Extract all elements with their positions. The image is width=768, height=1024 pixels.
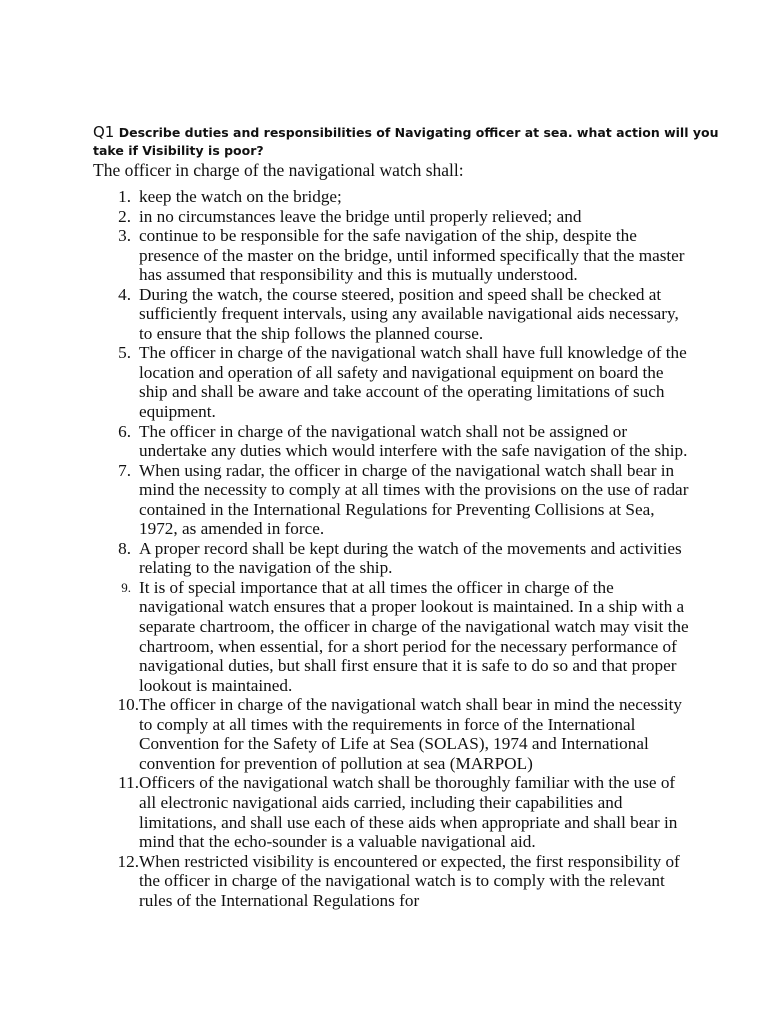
list-item <box>93 187 693 207</box>
list-item <box>93 343 693 421</box>
list-item <box>93 207 693 227</box>
item-number: 3. <box>118 226 131 246</box>
item-text: When restricted visibility is encountered or expected, the first responsibility of the officer in charge of the navigational watch is to comply with the relevant rules of the International Regulations for <box>139 851 680 910</box>
item-number: 5. <box>118 343 131 363</box>
item-number: 8. <box>118 538 131 558</box>
item-text: A proper record shall be kept during the watch of the movements and activities relating to the navigation of the ship. <box>139 538 682 578</box>
item-text: The officer in charge of the navigational watch shall bear in mind the necessity to comply at all times with the requirements in force of the International Convention for the Safety of Life at Sea (SOLAS), 1974 and International convention for prevention of pollution at sea (MARPOL) <box>139 695 682 773</box>
list-item <box>93 226 693 285</box>
list-item <box>93 773 693 851</box>
item-number: 2. <box>118 206 131 226</box>
item-text: continue to be responsible for the safe navigation of the ship, despite the presence of the master on the bridge, until informed specifically that the master has assumed that responsibility and this is mutually understood. <box>139 226 685 285</box>
item-number: 7. <box>118 460 131 480</box>
list-item <box>93 422 693 461</box>
item-text: keep the watch on the bridge; <box>139 187 342 206</box>
item-text: The officer in charge of the navigational watch shall have full knowledge of the location and operation of all safety and navigational equipment on board the ship and shall be aware and take account of the operating limitations of such equipment. <box>139 343 687 422</box>
intro-text: The officer in charge of the navigational watch shall: <box>93 160 464 180</box>
list-item <box>93 461 693 539</box>
item-text: During the watch, the course steered, position and speed shall be checked at sufficiently frequent intervals, using any available navigational aids necessary, to ensure that the ship follows the planned course. <box>139 284 679 343</box>
item-number: 1. <box>118 187 131 206</box>
item-number: 12. <box>117 851 139 871</box>
question-heading <box>93 123 733 160</box>
item-number: 4. <box>118 284 131 304</box>
item-text: The officer in charge of the navigational watch shall not be assigned or undertake any duties which would interfere with the safe navigation of the ship. <box>139 421 688 461</box>
item-text: Officers of the navigational watch shall be thoroughly familiar with the use of all electronic navigational aids carried, including their capabilities and limitations, and shall use each of these aids when appropriate and shall bear in mind that the echo-sounder is a valuable navigational aid. <box>139 773 678 852</box>
question-number: Q1 <box>93 123 115 141</box>
duties-list <box>93 187 693 910</box>
item-text: When using radar, the officer in charge of the navigational watch shall bear in mind the necessity to comply at all times with the provisions on the use of radar contained in the International Regulations for Preventing Collisions at Sea, 1972, as amended in force. <box>139 460 689 539</box>
item-number: 10. <box>117 695 139 715</box>
item-number: 9. <box>121 579 131 595</box>
question-text: Describe duties and responsibilities of Navigating officer at sea. what action will you take if Visibility is poor? <box>93 125 719 158</box>
list-item <box>93 285 693 344</box>
list-item <box>93 695 693 773</box>
item-text: It is of special importance that at all times the officer in charge of the navigational watch ensures that a proper lookout is maintained. In a ship with a separate chartroom, the officer in charge of the navigational watch may visit the chartroom, when essential, for a short period for the necessary performance of navigational duties, but shall first ensure that it is safe to do so and that proper lookout is maintained. <box>139 577 689 695</box>
list-item <box>93 852 693 911</box>
item-number: 11. <box>118 773 139 793</box>
list-item <box>93 539 693 578</box>
list-item <box>93 578 693 695</box>
item-text: in no circumstances leave the bridge until properly relieved; and <box>139 206 582 226</box>
item-number: 6. <box>118 421 131 441</box>
